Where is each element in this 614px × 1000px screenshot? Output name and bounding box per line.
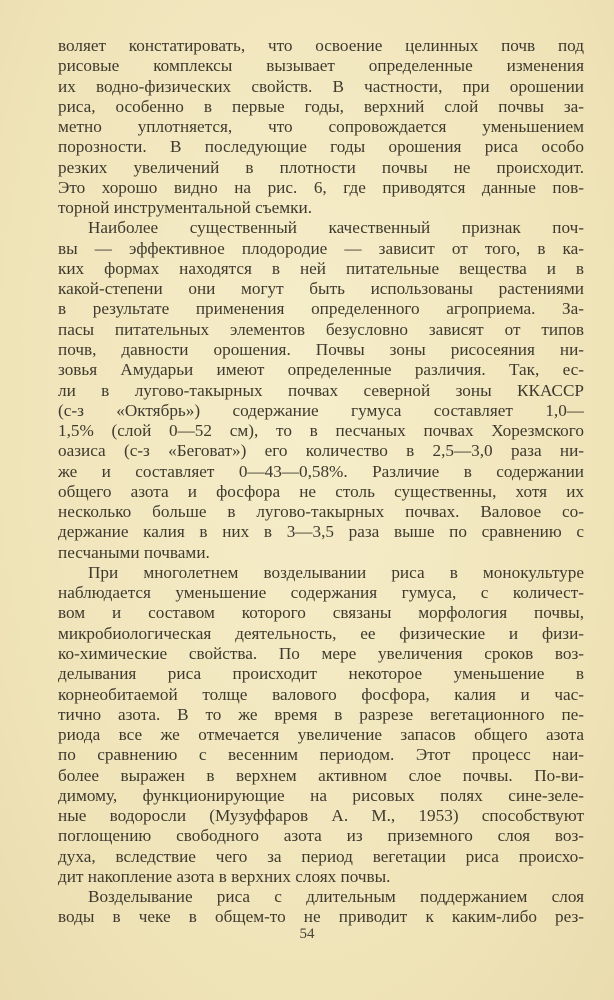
- text-line: поглощению свободного азота из приземного слоя воз-: [58, 826, 584, 846]
- text-line: порозности. В последующие годы орошения риса особо: [58, 137, 584, 157]
- paragraph: [58, 218, 584, 563]
- text-line: ко-химические свойства. По мере увеличения сроков воз-: [58, 643, 584, 663]
- text-line: же и составляет 0—43—0,58%. Различие в содержании: [58, 461, 584, 481]
- text-line: ких формах находятся в ней питательные вещества и в: [58, 258, 584, 278]
- text-line: пасы питательных элементов безусловно зависят от типов: [58, 319, 584, 339]
- text-line: воляет констатировать, что освоение целинных почв под: [58, 36, 584, 55]
- text-line: несколько больше в лугово-такырных почвах. Валовое со-: [58, 502, 584, 522]
- text-line: метно уплотняется, что сопровождается уменьшением: [58, 117, 584, 137]
- text-line: вом и составом которого связаны морфология почвы,: [58, 603, 584, 623]
- text-line: песчаными почвами.: [58, 542, 210, 562]
- text-line: торной инструментальной съемки.: [58, 198, 313, 218]
- body-text: [58, 36, 584, 928]
- text-line: ли в лугово-такырных почвах северной зоны ККАССР: [58, 380, 584, 400]
- text-line: корнеобитаемой толще валового фосфора, калия и час-: [58, 684, 584, 704]
- text-line: резких увеличений в плотности почвы не происходит.: [58, 157, 584, 177]
- text-line: воды в чеке в общем-то не приводит к каким-либо рез-: [58, 907, 584, 927]
- text-line: Наиболее существенный качественный признак поч-: [88, 218, 584, 238]
- text-line: более выражен в верхнем активном слое почвы. По-ви-: [58, 765, 584, 785]
- text-line: какой-степени они могут быть использованы растениями: [58, 279, 584, 299]
- paragraph: [58, 36, 584, 218]
- text-line: делывания риса происходит некоторое уменьшение в: [58, 664, 584, 684]
- text-line: духа, вследствие чего за период вегетации риса происхо-: [58, 846, 584, 866]
- text-line: рисовые комплексы вызывает определенные изменения: [58, 56, 584, 76]
- text-line: вы — эффективное плодородие — зависит от того, в ка-: [58, 238, 584, 258]
- text-line: в результате применения определенного агроприема. За-: [58, 299, 584, 319]
- text-line: микробиологическая деятельность, ее физические и физи-: [58, 623, 584, 643]
- text-line: риса, особенно в первые годы, верхний слой почвы за-: [58, 96, 584, 116]
- text-line: почв, давности орошения. Почвы зоны рисосеяния ни-: [58, 339, 584, 359]
- text-line: дит накопление азота в верхних слоях почвы.: [58, 866, 391, 886]
- text-line: держание калия в них в 3—3,5 раза выше по сравнению с: [58, 522, 584, 542]
- paragraph: [58, 887, 584, 928]
- paragraph: [58, 563, 584, 887]
- text-line: Возделывание риса с длительным поддержанием слоя: [88, 887, 584, 907]
- text-line: 1,5% (слой 0—52 см), то в песчаных почвах Хорезмского: [58, 421, 584, 441]
- text-line: тично азота. В то же время в разрезе вегетационного пе-: [58, 704, 584, 724]
- text-line: по сравнению с весенним периодом. Этот процесс наи-: [58, 745, 584, 765]
- text-line: ные водоросли (Музуффаров А. М., 1953) способствуют: [58, 806, 584, 826]
- text-line: Это хорошо видно на рис. 6, где приводятся данные пов-: [58, 177, 584, 197]
- text-line: (с-з «Октябрь») содержание гумуса составляет 1,0—: [58, 400, 584, 420]
- page-number: 54: [299, 926, 315, 942]
- text-line: При многолетнем возделывании риса в монокультуре: [88, 562, 584, 582]
- text-line: зовья Амударьи имеют определенные различия. Так, ес-: [58, 360, 584, 380]
- text-line: наблюдается уменьшение содержания гумуса, с количест-: [58, 583, 584, 603]
- text-line: их водно-физических свойств. В частности, при орошении: [58, 76, 584, 96]
- text-line: димому, функционирующие на рисовых полях сине-зеле-: [58, 785, 584, 805]
- text-line: риода все же отмечается увеличение запасов общего азота: [58, 725, 584, 745]
- text-line: общего азота и фосфора не столь существенны, хотя их: [58, 481, 584, 501]
- text-line: оазиса (с-з «Беговат») его количество в 2,5—3,0 раза ни-: [58, 441, 584, 461]
